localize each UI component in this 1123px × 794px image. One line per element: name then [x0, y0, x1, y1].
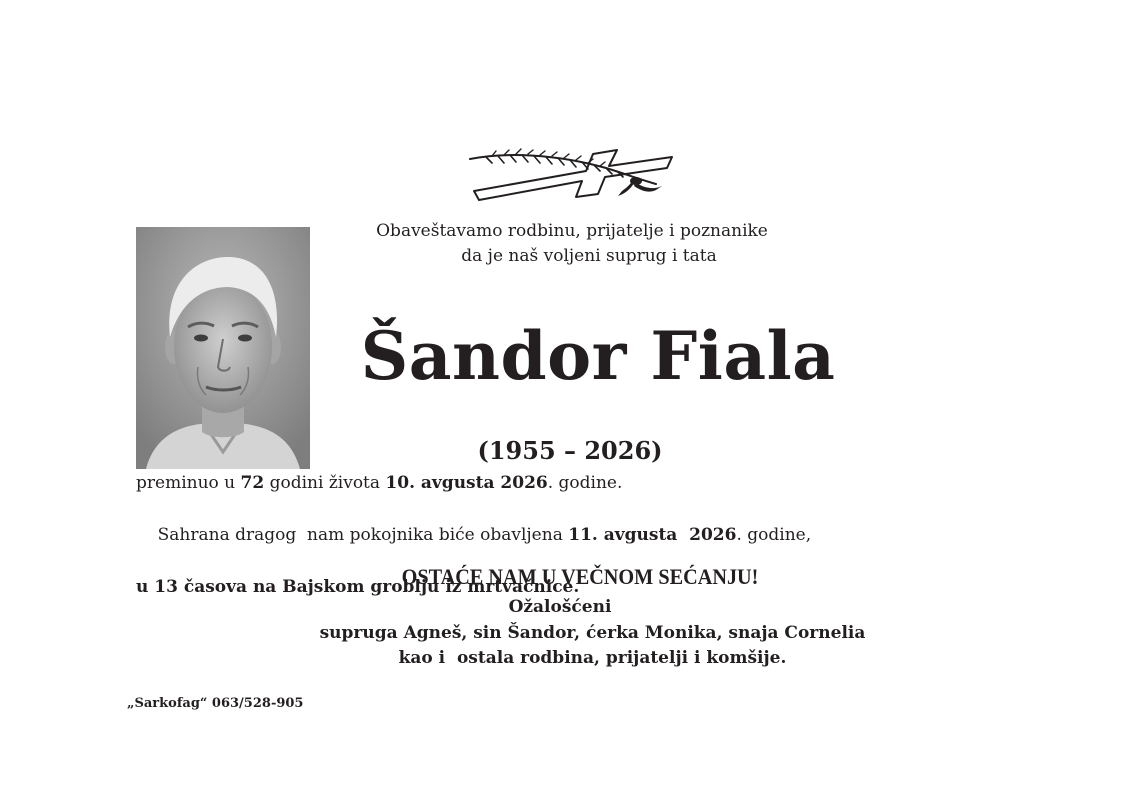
details-text: godini života — [264, 473, 386, 493]
details-funeral-place: u 13 časova na Bajskom groblju iz mrtvačnice. — [136, 577, 580, 597]
life-years: (1955 – 2026) — [477, 436, 663, 465]
memorial-motto: OSTAĆE NAM U VEČNOM SEĆANJU! — [401, 564, 759, 589]
details-death-date: 10. avgusta 2026 — [385, 473, 548, 493]
publisher-contact: „Sarkofag“ 063/528-905 — [127, 696, 304, 711]
details-age: 72 — [240, 473, 265, 493]
mourners-line-2: kao i ostala rodbina, prijatelji i komšije. — [398, 648, 787, 668]
details-text: Sahrana dragog nam pokojnika biće obavljena — [157, 525, 569, 545]
intro-line-1: Obaveštavamo rodbinu, prijatelje i poznanike — [376, 221, 768, 241]
details-text: preminuo u — [136, 473, 241, 493]
mourners-block — [220, 595, 940, 672]
portrait-photo — [136, 227, 310, 469]
mourners-line-1: supruga Agneš, sin Šandor, ćerka Monika, snaja Cornelia — [319, 622, 866, 643]
mourners-heading: Ožalošćeni — [508, 597, 612, 617]
intro-line-2: da je naš voljeni suprug i tata — [461, 246, 717, 266]
details-line-1 — [136, 470, 811, 496]
intro-text — [312, 219, 832, 269]
details-line-2 — [136, 496, 811, 574]
cross-with-branch-icon — [466, 144, 680, 202]
deceased-name: Šandor Fiala — [360, 317, 836, 395]
details-text: . godine, — [736, 525, 812, 545]
details-funeral-date: 11. avgusta 2026 — [568, 525, 737, 545]
details-text: . godine. — [547, 473, 623, 493]
